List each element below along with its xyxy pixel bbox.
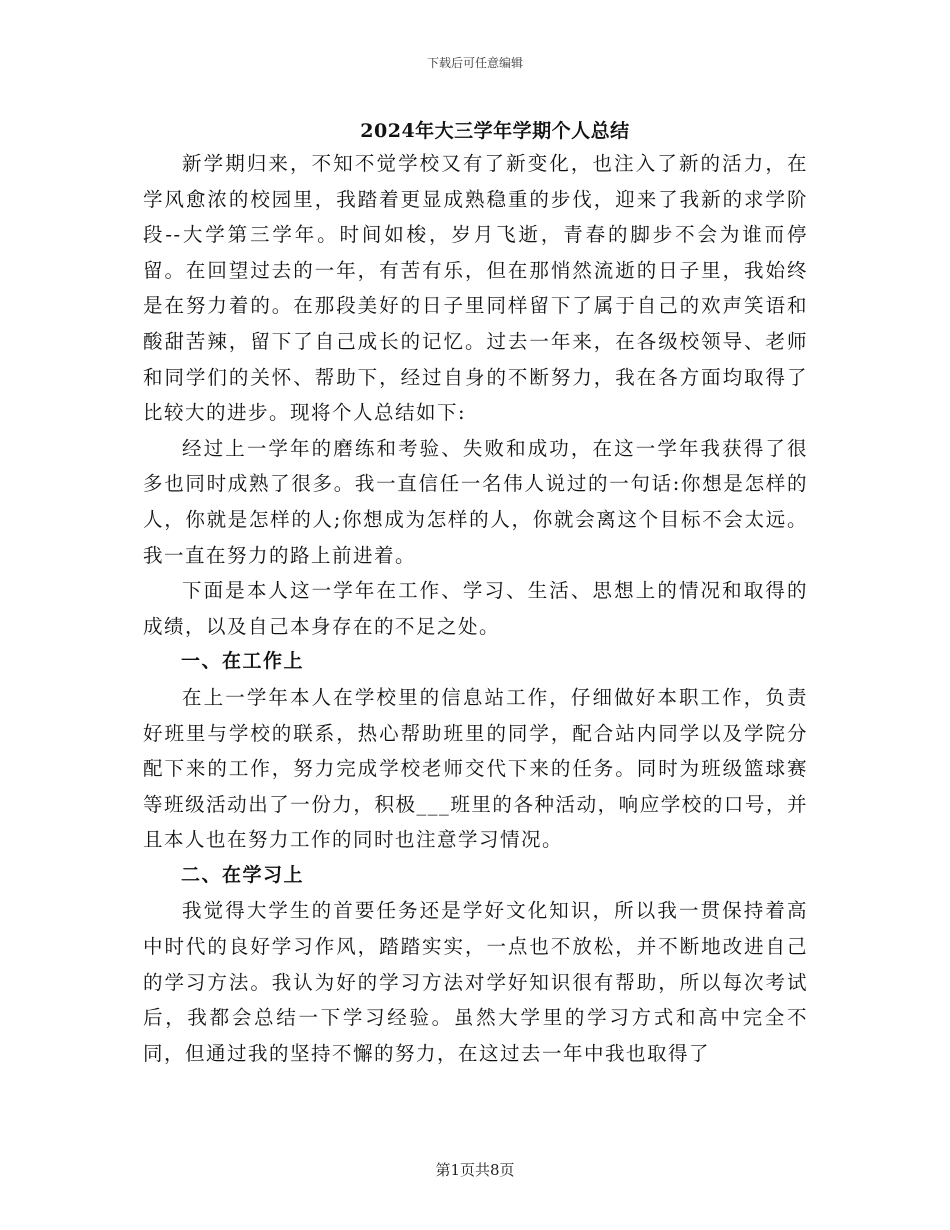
page-number-footer: 第1页共8页 bbox=[435, 1161, 515, 1179]
reflection-paragraph: 经过上一学年的磨练和考验、失败和成功，在这一学年我获得了很多也同时成熟了很多。我一直信任一名伟人说过的一句话:你想是怎样的人，你就是怎样的人;你想成为怎样的人，你就会离这个目标不会太远。我一直在努力的路上前进着。 bbox=[143, 436, 808, 567]
document-title: 2024年大三学年学期个人总结 bbox=[360, 120, 630, 142]
document-body bbox=[143, 146, 808, 1071]
section-heading-work: 一、在工作上 bbox=[181, 650, 305, 673]
study-paragraph: 我觉得大学生的首要任务还是学好文化知识，所以我一贯保持着高中时代的良好学习作风，踏踏实实，一点也不放松，并不断地改进自己的学习方法。我认为好的学习方法对学好知识很有帮助，所以每次考试后，我都会总结一下学习经验。虽然大学里的学习方式和高中完全不同，但通过我的坚持不懈的努力，在这过去一年中我也取得了 bbox=[143, 899, 808, 1065]
header-note: 下载后可任意编辑 bbox=[426, 56, 523, 70]
overview-paragraph: 下面是本人这一学年在工作、学习、生活、思想上的情况和取得的成绩，以及自己本身存在的不足之处。 bbox=[143, 579, 808, 638]
work-paragraph: 在上一学年本人在学校里的信息站工作，仔细做好本职工作，负责好班里与学校的联系，热心帮助班里的同学，配合站内同学以及学院分配下来的工作，努力完成学校老师交代下来的任务。同时为班级篮球赛等班级活动出了一份力，积极___班里的各种活动，响应学校的口号，并且本人也在努力工作的同时也注意学习情况。 bbox=[143, 685, 808, 852]
intro-paragraph: 新学期归来，不知不觉学校又有了新变化，也注入了新的活力，在学风愈浓的校园里，我踏着更显成熟稳重的步伐，迎来了我新的求学阶段--大学第三学年。时间如梭，岁月飞逝，青春的脚步不会为谁而停留。在回望过去的一年，有苦有乐，但在那悄然流逝的日子里，我始终是在努力着的。在那段美好的日子里同样留下了属于自己的欢声笑语和酸甜苦辣，留下了自己成长的记忆。过去一年来，在各级校领导、老师和同学们的关怀、帮助下，经过自身的不断努力，我在各方面均取得了比较大的进步。现将个人总结如下: bbox=[143, 152, 808, 425]
section-heading-study: 二、在学习上 bbox=[181, 863, 305, 886]
